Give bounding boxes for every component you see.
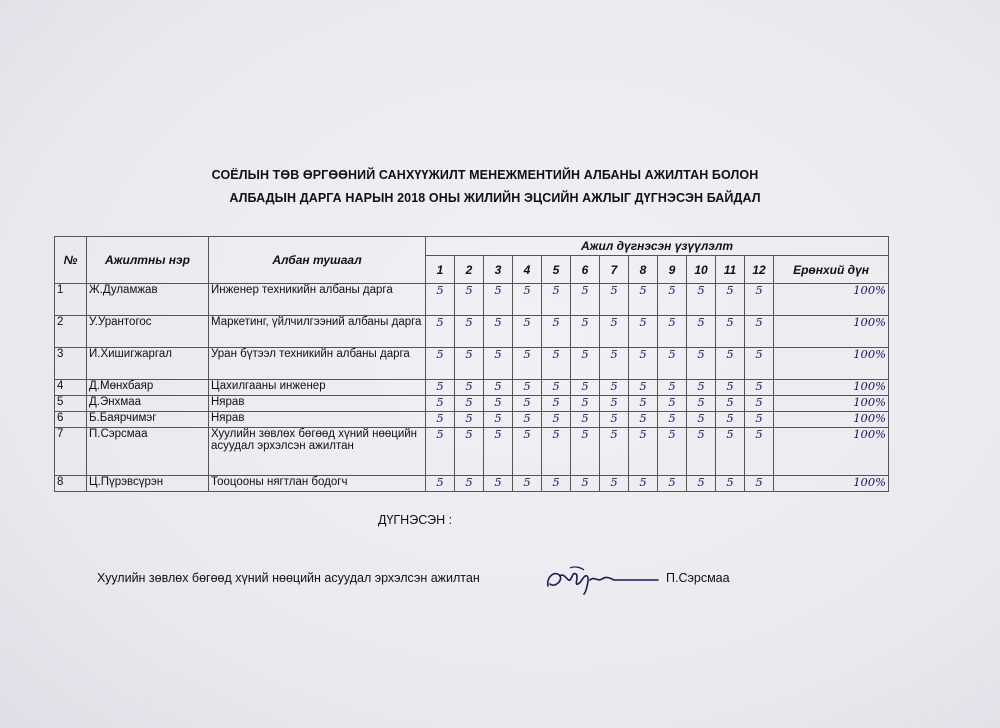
score-cell: 5 <box>542 396 571 412</box>
employee-name: Ц.Пүрэвсүрэн <box>87 476 209 492</box>
table-row <box>55 476 889 492</box>
score-cell: 5 <box>426 348 455 380</box>
score-cell: 5 <box>716 476 745 492</box>
score-cell: 5 <box>513 396 542 412</box>
evaluation-table <box>54 236 889 492</box>
score-cell: 5 <box>687 316 716 348</box>
score-cell: 5 <box>484 396 513 412</box>
score-cell: 5 <box>629 348 658 380</box>
score-cell: 5 <box>600 412 629 428</box>
header-month-8: 8 <box>629 256 658 284</box>
score-cell: 5 <box>658 380 687 396</box>
score-cell: 5 <box>484 284 513 316</box>
score-cell: 5 <box>745 476 774 492</box>
score-cell: 5 <box>600 396 629 412</box>
score-cell: 5 <box>745 412 774 428</box>
total-score: 100% <box>774 380 889 396</box>
score-cell: 5 <box>716 284 745 316</box>
row-number: 1 <box>55 284 87 316</box>
score-cell: 5 <box>513 316 542 348</box>
row-number: 3 <box>55 348 87 380</box>
score-cell: 5 <box>542 428 571 476</box>
score-cell: 5 <box>745 284 774 316</box>
score-cell: 5 <box>687 428 716 476</box>
score-cell: 5 <box>658 428 687 476</box>
score-cell: 5 <box>629 284 658 316</box>
score-cell: 5 <box>600 316 629 348</box>
score-cell: 5 <box>600 476 629 492</box>
score-cell: 5 <box>687 348 716 380</box>
score-cell: 5 <box>571 396 600 412</box>
score-cell: 5 <box>542 316 571 348</box>
score-cell: 5 <box>426 284 455 316</box>
score-cell: 5 <box>542 412 571 428</box>
score-cell: 5 <box>455 476 484 492</box>
score-cell: 5 <box>455 316 484 348</box>
score-cell: 5 <box>687 476 716 492</box>
score-cell: 5 <box>484 428 513 476</box>
score-cell: 5 <box>745 396 774 412</box>
score-cell: 5 <box>745 380 774 396</box>
employee-name: Ж.Дуламжав <box>87 284 209 316</box>
employee-name: П.Сэрсмаа <box>87 428 209 476</box>
score-cell: 5 <box>455 428 484 476</box>
score-cell: 5 <box>542 380 571 396</box>
score-cell: 5 <box>455 284 484 316</box>
employee-position: Нярав <box>209 396 426 412</box>
score-cell: 5 <box>571 476 600 492</box>
score-cell: 5 <box>716 428 745 476</box>
document-title-line-2: АЛБАДЫН ДАРГА НАРЫН 2018 ОНЫ ЖИЛИЙН ЭЦСИЙН АЖЛЫГ ДҮГНЭСЭН БАЙДАЛ <box>229 191 761 205</box>
employee-name: Б.Баярчимэг <box>87 412 209 428</box>
table-row <box>55 412 889 428</box>
employee-name: И.Хишигжаргал <box>87 348 209 380</box>
score-cell: 5 <box>426 476 455 492</box>
header-month-4: 4 <box>513 256 542 284</box>
score-cell: 5 <box>513 412 542 428</box>
employee-name: Д.Мөнхбаяр <box>87 380 209 396</box>
score-cell: 5 <box>716 396 745 412</box>
score-cell: 5 <box>658 476 687 492</box>
employee-position: Нярав <box>209 412 426 428</box>
score-cell: 5 <box>600 348 629 380</box>
header-position: Албан тушаал <box>209 237 426 284</box>
header-no: № <box>55 237 87 284</box>
score-cell: 5 <box>513 348 542 380</box>
row-number: 4 <box>55 380 87 396</box>
employee-position: Цахилгааны инженер <box>209 380 426 396</box>
table-row <box>55 316 889 348</box>
score-cell: 5 <box>571 316 600 348</box>
score-cell: 5 <box>629 380 658 396</box>
header-month-6: 6 <box>571 256 600 284</box>
header-month-10: 10 <box>687 256 716 284</box>
score-cell: 5 <box>687 380 716 396</box>
score-cell: 5 <box>542 476 571 492</box>
score-cell: 5 <box>745 428 774 476</box>
total-score: 100% <box>774 412 889 428</box>
score-cell: 5 <box>571 380 600 396</box>
score-cell: 5 <box>455 396 484 412</box>
score-cell: 5 <box>484 476 513 492</box>
employee-position: Тооцооны нягтлан бодогч <box>209 476 426 492</box>
total-score: 100% <box>774 284 889 316</box>
score-cell: 5 <box>571 428 600 476</box>
document-title-line-1: СОЁЛЫН ТӨВ ӨРГӨӨНИЙ САНХҮҮЖИЛТ МЕНЕЖМЕНТИЙН АЛБАНЫ АЖИЛТАН БОЛОН <box>211 168 759 182</box>
score-cell: 5 <box>455 380 484 396</box>
header-month-12: 12 <box>745 256 774 284</box>
table-row <box>55 348 889 380</box>
score-cell: 5 <box>600 284 629 316</box>
table-row <box>55 396 889 412</box>
total-score: 100% <box>774 428 889 476</box>
score-cell: 5 <box>716 316 745 348</box>
score-cell: 5 <box>571 348 600 380</box>
score-cell: 5 <box>426 396 455 412</box>
score-cell: 5 <box>658 396 687 412</box>
score-cell: 5 <box>600 380 629 396</box>
handwritten-signature <box>540 562 662 598</box>
row-number: 2 <box>55 316 87 348</box>
employee-position: Хуулийн зөвлөх бөгөөд хүний нөөцийн асуудал эрхэлсэн ажилтан <box>209 428 426 476</box>
table-row <box>55 380 889 396</box>
header-month-11: 11 <box>716 256 745 284</box>
row-number: 5 <box>55 396 87 412</box>
row-number: 6 <box>55 412 87 428</box>
row-number: 7 <box>55 428 87 476</box>
score-cell: 5 <box>687 412 716 428</box>
score-cell: 5 <box>426 412 455 428</box>
score-cell: 5 <box>745 316 774 348</box>
score-cell: 5 <box>629 412 658 428</box>
score-cell: 5 <box>745 348 774 380</box>
total-score: 100% <box>774 396 889 412</box>
score-cell: 5 <box>542 348 571 380</box>
total-score: 100% <box>774 316 889 348</box>
row-number: 8 <box>55 476 87 492</box>
score-cell: 5 <box>455 348 484 380</box>
score-cell: 5 <box>513 476 542 492</box>
header-month-2: 2 <box>455 256 484 284</box>
score-cell: 5 <box>629 396 658 412</box>
score-cell: 5 <box>426 380 455 396</box>
score-cell: 5 <box>513 284 542 316</box>
header-month-7: 7 <box>600 256 629 284</box>
table-row <box>55 428 889 476</box>
score-cell: 5 <box>716 348 745 380</box>
score-cell: 5 <box>629 316 658 348</box>
table-body <box>55 284 889 492</box>
employee-name: Д.Энхмаа <box>87 396 209 412</box>
employee-position: Уран бүтээл техникийн албаны дарга <box>209 348 426 380</box>
header-score-group: Ажил дүгнэсэн үзүүлэлт <box>426 237 889 256</box>
score-cell: 5 <box>658 284 687 316</box>
employee-position: Маркетинг, үйлчилгээний албаны дарга <box>209 316 426 348</box>
score-cell: 5 <box>484 380 513 396</box>
header-total: Ерөнхий дүн <box>774 256 889 284</box>
signer-name: П.Сэрсмаа <box>666 571 730 585</box>
score-cell: 5 <box>687 396 716 412</box>
score-cell: 5 <box>426 428 455 476</box>
score-cell: 5 <box>484 412 513 428</box>
score-cell: 5 <box>600 428 629 476</box>
score-cell: 5 <box>426 316 455 348</box>
score-cell: 5 <box>629 428 658 476</box>
signer-role: Хуулийн зөвлөх бөгөөд хүний нөөцийн асуудал эрхэлсэн ажилтан <box>97 571 480 585</box>
header-name: Ажилтны нэр <box>87 237 209 284</box>
score-cell: 5 <box>658 412 687 428</box>
score-cell: 5 <box>629 476 658 492</box>
header-month-1: 1 <box>426 256 455 284</box>
score-cell: 5 <box>542 284 571 316</box>
score-cell: 5 <box>687 284 716 316</box>
evaluated-by-label: ДҮГНЭСЭН : <box>378 513 453 527</box>
score-cell: 5 <box>513 380 542 396</box>
score-cell: 5 <box>571 284 600 316</box>
header-month-5: 5 <box>542 256 571 284</box>
total-score: 100% <box>774 348 889 380</box>
header-month-9: 9 <box>658 256 687 284</box>
header-month-3: 3 <box>484 256 513 284</box>
score-cell: 5 <box>658 316 687 348</box>
score-cell: 5 <box>716 412 745 428</box>
score-cell: 5 <box>571 412 600 428</box>
employee-position: Инженер техникийн албаны дарга <box>209 284 426 316</box>
score-cell: 5 <box>484 316 513 348</box>
score-cell: 5 <box>513 428 542 476</box>
employee-name: У.Урантогос <box>87 316 209 348</box>
score-cell: 5 <box>658 348 687 380</box>
total-score: 100% <box>774 476 889 492</box>
score-cell: 5 <box>484 348 513 380</box>
table-row <box>55 284 889 316</box>
score-cell: 5 <box>716 380 745 396</box>
score-cell: 5 <box>455 412 484 428</box>
